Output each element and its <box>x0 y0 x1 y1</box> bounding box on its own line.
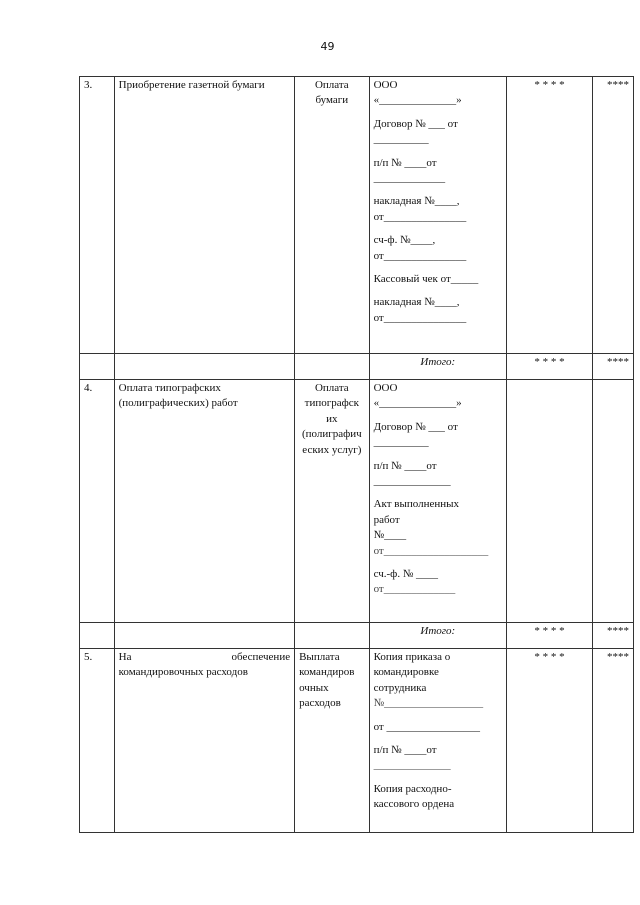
doc-line: кассового ордена <box>373 798 455 811</box>
doc-line: Договор № ___ от <box>373 420 458 433</box>
doc-line: Акт выполненных <box>373 498 460 511</box>
payment-line: очных <box>299 681 329 694</box>
row-number: 4. <box>80 380 115 623</box>
doc-line: сотрудника <box>373 681 427 694</box>
amount-col-5: * * * * <box>507 77 593 354</box>
doc-line: сч.-ф. № ____ <box>373 567 439 580</box>
amount-col-6 <box>593 380 634 623</box>
payment-line: (полиграфич <box>301 428 362 441</box>
doc-line: п/п № ____от <box>373 156 437 169</box>
doc-line: _____________ <box>373 171 446 184</box>
payment-line: Оплата <box>314 382 349 394</box>
expense-table <box>79 76 634 833</box>
amount-col-5 <box>507 380 593 623</box>
expense-name-word: обеспечение <box>231 651 291 663</box>
payment-line: типографск <box>304 397 359 410</box>
expense-name-word: На <box>118 651 132 663</box>
total-col-5: * * * * <box>507 623 593 649</box>
doc-line: от_____________ <box>373 583 456 596</box>
doc-line: ООО <box>373 382 398 394</box>
table-row <box>80 77 634 354</box>
doc-line: накладная №____, <box>373 195 460 208</box>
doc-line: работ <box>373 513 400 526</box>
doc-line: сч-ф. №____, <box>373 234 436 247</box>
doc-line: __________ <box>373 436 429 449</box>
payment-line: Выплата <box>299 651 340 663</box>
total-col-6: **** <box>593 354 634 380</box>
payment-line: Оплата <box>314 79 349 91</box>
doc-line: ______________ <box>373 759 451 772</box>
payment-type <box>295 380 369 623</box>
total-col-5: * * * * <box>507 354 593 380</box>
doc-line: Копия расходно- <box>373 782 452 795</box>
payment-type <box>295 77 369 354</box>
doc-line: ООО <box>373 79 398 91</box>
doc-line: Кассовый чек от_____ <box>373 272 479 285</box>
doc-line: п/п № ____от <box>373 459 437 472</box>
total-label: Итого: <box>369 354 506 380</box>
doc-line: «______________» <box>373 397 462 410</box>
table-row <box>80 649 634 833</box>
doc-line: Договор № ___ от <box>373 117 458 130</box>
expense-name <box>114 649 294 833</box>
payment-line: их <box>326 412 338 425</box>
payment-type <box>295 649 369 833</box>
doc-line: п/п № ____от <box>373 743 437 756</box>
page-number: 49 <box>320 40 335 53</box>
total-label: Итого: <box>369 623 506 649</box>
payment-line: бумаги <box>315 94 349 107</box>
payment-line: еских услуг) <box>302 443 362 456</box>
supporting-documents <box>369 380 506 623</box>
doc-line: ______________ <box>373 474 451 487</box>
doc-line: от_______________ <box>373 210 467 223</box>
table-row <box>80 380 634 623</box>
doc-line: от _________________ <box>373 720 480 733</box>
supporting-documents <box>369 649 506 833</box>
doc-line: от_______________ <box>373 311 467 324</box>
amount-col-6: **** <box>593 649 634 833</box>
supporting-documents <box>369 77 506 354</box>
doc-line: Копия приказа о <box>373 651 451 663</box>
expense-name-line: командировочных расходов <box>118 666 248 679</box>
doc-line: «______________» <box>373 94 462 107</box>
doc-line: №____ <box>373 529 407 542</box>
doc-line: №__________________ <box>373 697 484 710</box>
amount-col-5: * * * * <box>507 649 593 833</box>
amount-col-6: **** <box>593 77 634 354</box>
row-number: 3. <box>80 77 115 354</box>
doc-line: __________ <box>373 133 429 146</box>
total-row <box>80 354 634 380</box>
expense-name: Оплата типографских (полиграфических) работ <box>114 380 294 623</box>
doc-line: накладная №____, <box>373 296 460 309</box>
total-row <box>80 623 634 649</box>
payment-line: командиров <box>299 666 355 679</box>
total-col-6: **** <box>593 623 634 649</box>
row-number: 5. <box>80 649 115 833</box>
doc-line: командировке <box>373 666 439 679</box>
doc-line: от___________________ <box>373 544 489 557</box>
expense-name: Приобретение газетной бумаги <box>114 77 294 354</box>
payment-line: расходов <box>299 697 341 710</box>
doc-line: от_______________ <box>373 249 467 262</box>
